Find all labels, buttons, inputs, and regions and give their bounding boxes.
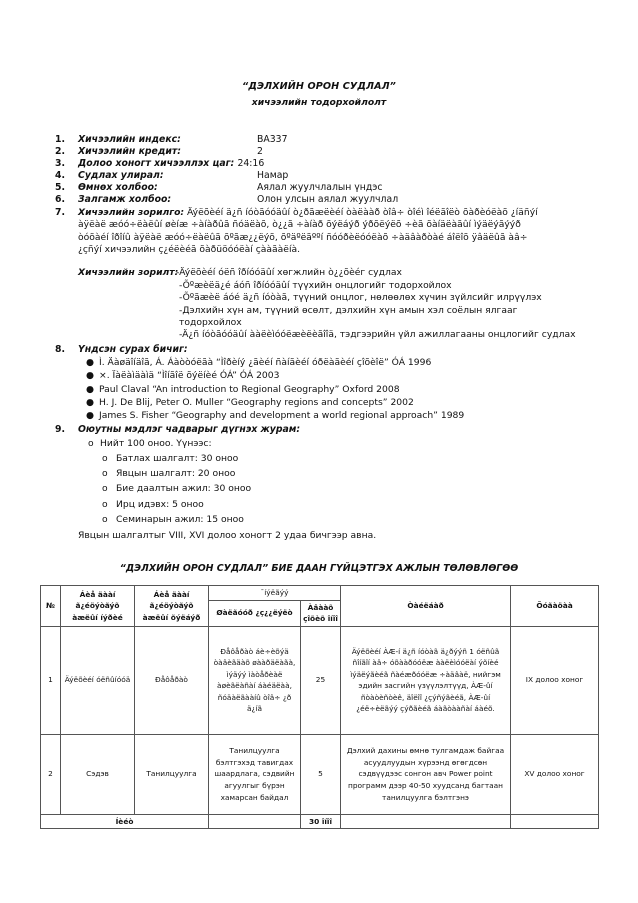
item-value: Аялал жуулчлалын үндэс [257, 182, 383, 193]
cell-form: Танилцуулга [135, 734, 209, 814]
circle-bullet-icon: o [102, 468, 108, 479]
circle-bullet-icon: o [88, 438, 94, 449]
document-subtitle: хичээлийн тодорхойлолт [251, 97, 387, 108]
score-part: Явцын шалгалт: 20 оноо [116, 468, 236, 479]
cell-empty [209, 814, 301, 829]
book-entry: ×. Ïàëàìäàìä “Ìîíãîë õýëíèé ÓÁ” ÓÁ 2003 [99, 370, 280, 381]
independent-work-table [40, 585, 599, 829]
circle-bullet-icon: o [102, 499, 108, 510]
goal-label: Хичээлийн зорилго: [78, 207, 185, 218]
item-value: BA337 [257, 134, 288, 145]
item-number: 1. [55, 134, 66, 145]
book-entry: Ì. Äàøäîíäîã, Á. Áàòòóëãà “Ìîðèíý ¿ãèéí ñàíãèéí óðëàãèéí çîõèîë” ÓÁ 1996 [99, 357, 432, 368]
item-label [78, 158, 264, 169]
cell-total-label: Íèéò [41, 814, 209, 829]
objective-line: -Дэлхийн хүн ам, түүний өсөлт, дэлхийн хүн амын хэл соёлын ялгааг [179, 305, 518, 316]
item-label: Хичээлийн кредит: [78, 146, 181, 157]
cell-no: 2 [41, 734, 61, 814]
cell-criteria: Танилцуулга бэлтгэхэд тавигдах шаардлага, сэдвийн агуулгыг бүрэн хамарсан байдал [209, 734, 301, 814]
item-number: 2. [55, 146, 66, 157]
item-number: 3. [55, 158, 66, 169]
cell-empty [341, 814, 511, 829]
item-number: 5. [55, 182, 66, 193]
cell-no: 1 [41, 626, 61, 734]
table-heading: “ДЭЛХИЙН ОРОН СУДЛАЛ” БИЕ ДААН ГҮЙЦЭТГЭХ АЖЛЫН ТӨЛӨВЛӨГӨӨ [119, 563, 519, 574]
score-part: Бие даалтын ажил: 30 оноо [116, 483, 252, 494]
table-total-row [41, 814, 599, 829]
cell-content: Äýëõèéí ÀÆ-í ä¿ñ íóòàã ä¿ðýýñ 1 óëñûã ñîíãîí àâ÷ óõààðóóëæ ààëèìóóëàí ýõíèé ìýäëýãèéã ñàéæðóóëæ ÷àäâàë, нийгэм эдийн засгийн үзүүлэлтүүд, ÀÆ-ûí ñòàòèñòèê, äîëîî ¿çýñýãèéã, ÀÆ-ûí ¿éë÷èëãýý çýðãèéã áàãòààñàí áàéõ. [341, 626, 511, 734]
objective-line: -Õºãæèë áóé ä¿ñ íóòàã, түүний онцлог, нөлөөлөх хүчин зүйлсийг илрүүлэх [179, 292, 542, 303]
bullet-icon: ● [86, 410, 95, 421]
book-entry: Paul Claval “An introduction to Regional Geography” Oxford 2008 [99, 384, 400, 395]
item-value: 2 [257, 146, 263, 157]
item-value: Олон улсын аялал жуулчлал [257, 194, 399, 205]
cell-deadline: XV долоо хоног [511, 734, 599, 814]
goal-text: Äýëõèéí ä¿ñ íóòãóóäûí ò¿ðãæëèéí òàëààð òîâ÷ òîéì îéëãîëò õàðèóëàõ ¿íäñýí àÿëàë æóó÷ëàëûí øèíæ ÷àíàðûã ñóäëàõ, ò¿¿ã ÷àíàð õýëáýð ýðõëýëõ ÷èã õàíäëàãûí ìýäëýãýýð òóõàéí îðîíû àÿëàë æóó÷ëàëûã õºãæ¿¿ëýõ, õºäºëãººí ñóóðèëóóëàõ ÷àäâàðòàé áîëîõ ÿâäëûã àâ÷ ¿çñýí хичээлийн ç¿éëèéã õàðüöóóëàí çààãàëíà. [78, 207, 538, 255]
item-label: Өмнөх холбоо: [78, 182, 158, 193]
item-number: 9. [55, 424, 66, 435]
item-number: 8. [55, 344, 66, 355]
goal-paragraph [78, 207, 554, 256]
item-label: Оюутны мэдлэг чадварыг дүгнэх журам: [78, 424, 301, 435]
header-criteria: Øàëãóóð ¿ç¿¿ëýëò [209, 600, 301, 626]
document-title: “ДЭЛХИЙН ОРОН СУДЛАЛ” [242, 81, 396, 92]
objective-line: -Äýëõèéí óëñ îðíóóäûí хөгжлийн ò¿¿õèéг судлах [176, 267, 402, 278]
cell-total-value: 30 îíîî [301, 814, 341, 829]
circle-bullet-icon: o [102, 514, 108, 525]
item-number: 6. [55, 194, 66, 205]
header-assessment: ¯íýëãýý [209, 586, 341, 601]
item-label: Хичээлийн индекс: [78, 134, 181, 145]
bullet-icon: ● [86, 384, 95, 395]
score-total: Нийт 100 оноо. Үүнээс: [100, 438, 212, 449]
bullet-icon: ● [86, 370, 95, 381]
item-label-text: Долоо хоногт хичээллэх цаг: [78, 158, 235, 169]
header-score: Àâààõ çîõèõ îíîî [301, 600, 341, 626]
header-no: № [41, 586, 61, 627]
exam-note: Явцын шалгалтыг VIII, XVI долоо хоногт 2 удаа бичгээр авна. [78, 530, 377, 541]
item-number: 7. [55, 207, 66, 218]
objective-line: тодорхойлох [179, 317, 242, 328]
score-part: Батлах шалгалт: 30 оноо [116, 453, 239, 464]
table-header-row [41, 586, 599, 601]
header-content: Òàéëáàð [341, 586, 511, 627]
cell-type: Сэдэв [61, 734, 135, 814]
objective-line: -Õºæèëä¿é áóñ îðíóóäûí түүхийн онцлогийг тодорхойлох [179, 280, 452, 291]
cell-content: Дэлхий дахины өмнө тулгамдаж байгаа асуудлуудын хүрээнд өгөгдсөн сэдвүүдээс сонгон авч Power point программ дээр 40-50 хуудсанд багтаан танилцуулга бэлтгэнэ [341, 734, 511, 814]
header-work-type: Áèå äààí ã¿éöýòãýõ àæëûí íýðèé [61, 586, 135, 627]
circle-bullet-icon: o [102, 453, 108, 464]
item-value: 24:16 [237, 158, 265, 169]
item-number: 4. [55, 170, 66, 181]
table-row [41, 626, 599, 734]
circle-bullet-icon: o [102, 483, 108, 494]
item-label: Үндсэн сурах бичиг: [78, 344, 188, 355]
item-label: Залгамж холбоо: [78, 194, 172, 205]
book-entry: H. J. De Blij, Peter O. Muller “Geography regions and concepts” 2002 [99, 397, 414, 408]
objective-label-text: Хичээлийн зорилт: [78, 267, 179, 278]
cell-empty [511, 814, 599, 829]
book-entry: James S. Fisher “Geography and development a world regional approach” 1989 [99, 410, 465, 421]
cell-criteria: Ðåôåðàò áè÷èõýä òàâèãäàõ øààðäëàãà, ìýäýý ìàòåðèàë àøèãëàñàí áàéäëàà, ñóäàëãààíû òîâ÷ ¿ð ä¿íã [209, 626, 301, 734]
cell-score: 25 [301, 626, 341, 734]
cell-score: 5 [301, 734, 341, 814]
bullet-icon: ● [86, 397, 95, 408]
cell-deadline: IX долоо хоног [511, 626, 599, 734]
score-part: Семинарын ажил: 15 оноо [116, 514, 244, 525]
bullet-icon: ● [86, 357, 95, 368]
header-deadline: Õóãàöàà [511, 586, 599, 627]
item-value: Намар [257, 170, 289, 181]
objective-line: -Ä¿ñ íóòãóóäûí ààëèìóóëæèëèãîîä, тэдгээрийн үйл ажиллагааны онцлогийг судлах [179, 329, 576, 340]
score-part: Ирц идэвх: 5 оноо [116, 499, 204, 510]
cell-form: Ðåôåðàò [135, 626, 209, 734]
cell-type: Äýëõèéí óëñûíóóä [61, 626, 135, 734]
table-row [41, 734, 599, 814]
item-label: Судлах улирал: [78, 170, 164, 181]
header-work-form: Áèå äààí ã¿éöýòãýõ àæëûí õýëáýð [135, 586, 209, 627]
